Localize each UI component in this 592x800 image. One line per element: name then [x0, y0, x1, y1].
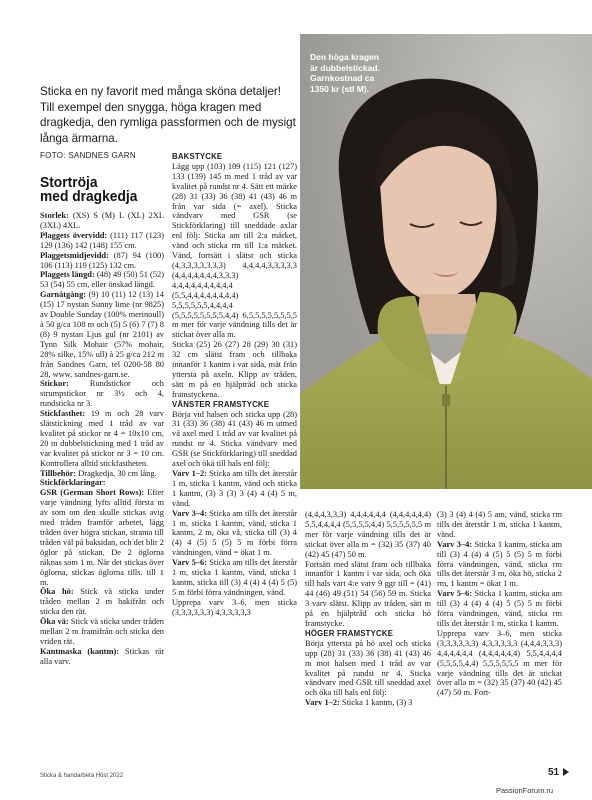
- instruction-paragraph: Upprepa varv 3–6, men sticka (3,3,3,3,3,3) 4,3,3,3,3,3 (4,4,4,3,3,3) 4,4,4,4,4,4 (4,4,4,4,4,4) 5,5,4,4,4,4 (5,5,5,5,4,4) 5,5,5,5,5,5 m mer för varje vändning tills det är stickat över alla m = (32) 35 (37) 40 (42) 45 (47) 50 m. Fort-: [437, 628, 562, 698]
- spec-paragraph: Öka vä: Stick vä sticka under tråden mellan 2 m framifrån och sticka den vriden rät.: [40, 617, 164, 646]
- instruction-paragraph: (4,4,4,3,3,3) 4,4,4,4,4,4 (4,4,4,4,4,4) 5,5,4,4,4,4 (5,5,5,5,4,4) 5,5,5,5,5,5 m mer för varje vändning tills det är stickat över alla m = (32) 35 (37) 40 (42) 45 (47) 50 m.: [305, 510, 431, 559]
- spec-paragraph: Stickfasthet: 19 m och 28 varv slätstickning med 1 tråd av var kvalitet på stickor nr 4 = 10x10 cm, 20 m dubbelstickning med 1 tråd av var kvalitet på stickor nr 3 = 10 cm. Kontrollera alltid stickfastheten.: [40, 409, 164, 468]
- spec-paragraph: Garnåtgång: (9) 10 (11) 12 (13) 14 (15) 17 nystan Sunny lime (nr 9825) av Double Sunday (100% merinoull) à 50 g/ca 108 m och (5) 5 (6) 7 (7) 8 (8) 9 nystan Ljus gul (nr 2101) av Tynn Silk Mohair (57% mohair, 28% silke, 15% ull) à 25 g/ca 212 m från Sandnes Garn, tel 0200-58 80 28, www. sandnes-garn.se.: [40, 290, 164, 379]
- instruction-paragraph: Fortsätt med slätst fram och tillbaka innanför 1 kantm i var sida, och öka till hals vart 4:e varv 9 ggr till = (41) 44 (46) 49 (51) 54 (56) 59 m. Sticka 3 varv slätst. Klipp av tråden, sätt m på en hjälptråd och sticka hö framstycke.: [305, 559, 431, 628]
- instruction-paragraph: Sticka (25) 26 (27) 28 (29) 30 (31) 32 cm slätst fram och tillbaka innanför 1 kantm i var sida, mät från yttersta på axeln. Klipp av tråden, sätt m på en hjälptråd och sticka framstyckena.: [172, 340, 297, 399]
- spec-paragraph: Storlek: (XS) S (M) L (XL) 2XL (3XL) 4XL.: [40, 211, 164, 230]
- spec-paragraph: Plaggets övervidd: (111) 117 (123) 129 (136) 142 (148) 155 cm.: [40, 230, 164, 250]
- column-1: [40, 211, 164, 667]
- column-2: [172, 152, 297, 618]
- photo-credit: FOTO: SANDNES GARN: [40, 151, 136, 160]
- spec-paragraph: Stickor: Rundstickor och strumpstickor nr 3½ och 4, rundsticka nr 3.: [40, 379, 164, 409]
- pattern-title: Stortröja med dragkedja: [40, 174, 138, 205]
- instruction-paragraph: Varv 3–4: Sticka 1 kantm, sticka am till (3) 4 (4) 4 (5) 5 (5) 5 m förbi förra vändningen, vänd, sticka rm tills det återstår 3 m, öka hö, sticka 2 rm, 1 kantm = ökat 1 m.: [437, 539, 562, 589]
- watermark: PassionForum.ru: [496, 786, 554, 795]
- column-4: [437, 510, 562, 698]
- spec-paragraph: GSR (German Short Rows): Efter varje vändning lyfts alltid första m av som om den skulle stickas avig med tråden framför arbetet, lägg tråden över högra stickan, strama till tråden väl på baksidan, och det blir 2 öglor på stickan. De 2 öglorna räknas som 1 m. När det stickas över öglorna, stickas öglorna tills. till 1 m.: [40, 488, 164, 587]
- instruction-paragraph: Börja vid halsen och sticka upp (28) 31 (33) 36 (38) 41 (43) 46 m utmed vä axel med 1 tråd av var kvalitet på rundst nr 4. Sticka vändvarv med GSR (se Stickförklaring) till sneddad axel och ökä till hals enl följ:: [172, 409, 297, 469]
- intro-text: Sticka en ny favorit med många sköna detaljer! Till exempel den snygga, höga kragen med dragkedja, den rymliga passformen och de mysigt långa ärmarna.: [40, 85, 296, 145]
- instruction-paragraph: Börja yttersta på hö axel och sticka upp (28) 31 (33) 36 (38) 41 (43) 46 m mot halsen med 1 tråd av var kvalitet på rundst nr 4. Sticka vändvarv med GSR till sneddad axel och öka till hals enl följ:: [305, 638, 431, 698]
- model-illustration: [300, 34, 592, 489]
- page-number: [548, 767, 569, 778]
- instruction-paragraph: Upprepa varv 3–6, men sticka (3,3,3,3,3,3) 4,3,3,3,3,3: [172, 597, 297, 617]
- instruction-paragraph: Varv 5–6: Sticka am tills det återstår 1 m, sticka 1 kantm, vänd, sticka 1 kantm, sticka till (3) 4 (4) 4 (4) 5 (5) 5 m förbi förra vändningen, vänd.: [172, 558, 297, 597]
- page-number-text: 51: [548, 767, 560, 778]
- spec-paragraph: Stickförklaringar:: [40, 478, 106, 488]
- instruction-paragraph: Varv 1–2: Sticka 1 kantm, (3) 3: [305, 698, 413, 708]
- spec-paragraph: Plaggetsmidjevidd: (87) 94 (100) 106 (113) 119 (125) 132 cm.: [40, 250, 164, 270]
- spec-paragraph: Öka hö: Stick vä sticka under tråden mellan 2 m bakifrån och sticka den rät.: [40, 587, 164, 617]
- model-photo: [300, 34, 592, 489]
- section-heading: VÄNSTER FRAMSTYCKE: [172, 399, 270, 409]
- instruction-paragraph: Lägg upp (103) 109 (115) 121 (127) 133 (139) 145 m med 1 tråd av var kvalitet på rundst nr 4. Sätt ett märke (28) 31 (33) 36 (38) 41 (43) 46 m från var sida (= axel). Sticka vändvarv med GSR (se Stickförklaring) till sneddade axlar enl följ: Sticka am till 2:a märket, vänd och sticka rm till 1:a märket. Vänd, fortsätt i slätst och sticka (4,3,3,3,3,3,3,3) 4,4,4,4,3,3,3,3,3 (4,4,4,4,4,4,4,3,3,3) 4,4,4,4,4,4,4,4,4,4 (5,5,4,4,4,4,4,4,4,4) 5,5,5,5,5,5,4,4,4,4 (5,5,5,5,5,5,5,5,4,4) 6,5,5,5,5,5,5,5,5 m mer för varje vändning tills det är stickat över alla m.: [172, 161, 297, 340]
- instruction-paragraph: Varv 1–2: Sticka am tills det återstår 1 m, sticka 1 kantm, vänd och sticka 1 kantm, (3) 3 (3) 3 (4) 4 (4) 5 m, vänd.: [172, 469, 297, 508]
- section-heading: HÖGER FRAMSTYCKE: [305, 628, 394, 638]
- instruction-paragraph: Varv 5–6: Sticka 1 kantm, sticka am till (3) 4 (4) 4 (4) 5 (5) 5 m förbi förra vändningen, vänd, sticka rm tills det återstår 1 m, sticka 1 kantm.: [437, 589, 562, 628]
- spec-paragraph: Kantmaska (kantm): Stickas rät alla varv.: [40, 646, 164, 666]
- instruction-paragraph: Varv 3–4: Sticka am tills det återstår 1 m, sticka 1 kantm, vänd, sticka 1 kantm, 2 m, öka vä, sticka till (3) 4 (4) 4 (5) 5 (5) 5 m förbi förra vändningen, vänd = ökat 1 m.: [172, 508, 297, 558]
- column-3: [305, 510, 431, 708]
- photo-caption: Den höga kragen är dubbelstickad. Garnkostnad ca 1350 kr (stl M).: [310, 52, 380, 94]
- spec-paragraph: Plaggets längd: (48) 49 (50) 51 (52) 53 (54) 55 cm, eller önskad längd.: [40, 270, 165, 290]
- instruction-paragraph: (3) 3 (4) 4 (4) 5 am, vänd, sticka rm tills det återstår 1 m, sticka 1 kantm, vänd.: [437, 510, 562, 539]
- section-heading: BAKSTYCKE: [172, 152, 223, 161]
- next-page-arrow-icon: [563, 768, 569, 776]
- magazine-footer: Sticka & handarbeta Höst 2022: [40, 773, 124, 779]
- spec-paragraph: Tillbehör: Dragkedja, 30 cm lång.: [40, 468, 157, 478]
